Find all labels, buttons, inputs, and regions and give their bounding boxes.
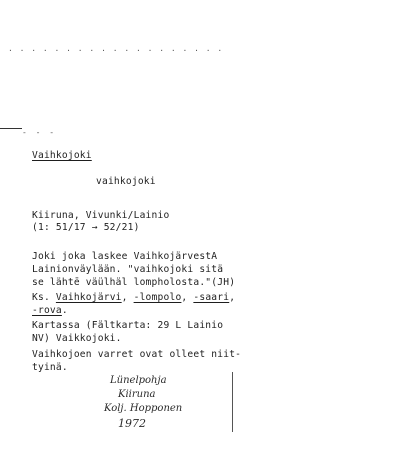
banks-line-1: Vaihkojoen varret ovat olleet niit- (32, 349, 242, 360)
headword: Vaihkojoki (32, 150, 92, 161)
collection-year: 1972 (118, 417, 146, 430)
description-line-1: Joki joka laskee VaihkojärvestA (32, 251, 218, 262)
kartassa-line-2: NV) Vaikkojoki. (32, 333, 122, 344)
collector-place: Lünelpohja (110, 375, 167, 386)
cross-reference-separator: , (229, 292, 236, 303)
collector-town: Kiiruna (118, 389, 156, 400)
cross-reference-line-2 (32, 305, 68, 317)
normalized-name: vaihkojoki (96, 176, 156, 187)
cross-reference-separator: , (181, 292, 194, 303)
edge-dash: - - - (22, 128, 57, 137)
description-line-3: se lähtē väülhäl lompholosta."(JH) (32, 277, 236, 288)
header-dots: . . . . . . . . . . . . . . . . . . . (8, 44, 224, 53)
cross-reference-rova: -rova (32, 305, 62, 316)
cross-reference-separator: , (121, 292, 134, 303)
cross-reference-saari: -saari (193, 292, 230, 303)
location: Kiiruna, Vivunki/Lainio (32, 210, 170, 221)
cross-reference-prefix: Ks. (32, 292, 56, 303)
cross-reference-vaihkojarvi: Vaihkojärvi (55, 292, 122, 303)
collector-name: Kolj. Hopponen (104, 403, 183, 414)
map-reference: (1: 51/17 → 52/21) (32, 222, 140, 233)
edge-tick (0, 128, 22, 129)
description-line-2: Lainionväylään. "vaihkojoki sitä (32, 264, 224, 275)
margin-line (232, 372, 233, 432)
kartassa-line-1: Kartassa (Fältkarta: 29 L Lainio (32, 320, 224, 331)
banks-line-2: tyinä. (32, 362, 68, 373)
cross-reference-line (32, 292, 235, 304)
cross-reference-end: . (61, 305, 68, 316)
cross-reference-lompolo: -lompolo (133, 292, 182, 303)
